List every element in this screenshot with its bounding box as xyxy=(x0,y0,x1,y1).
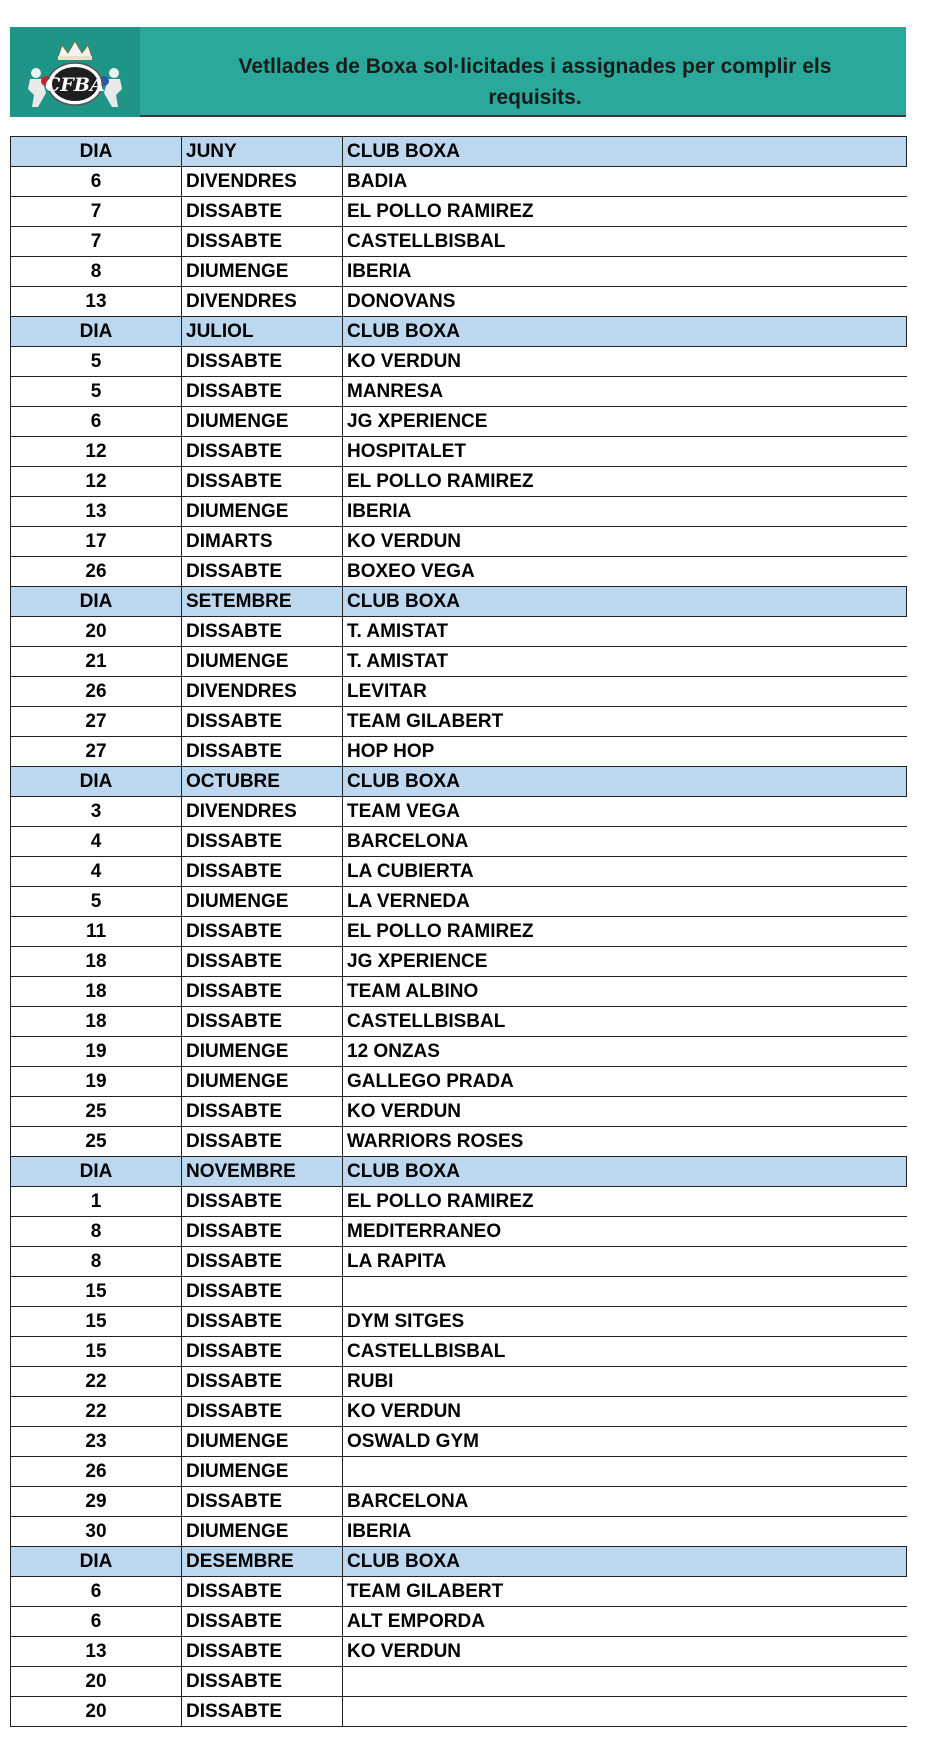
header-day-cell: DIA xyxy=(11,317,182,347)
club-cell: BADIA xyxy=(343,167,907,197)
cfba-logo xyxy=(10,27,140,117)
club-cell: JG XPERIENCE xyxy=(343,947,907,977)
club-cell xyxy=(343,1457,907,1487)
table-row xyxy=(11,1007,907,1037)
weekday-cell: DIVENDRES xyxy=(182,677,343,707)
header-month-cell: DESEMBRE xyxy=(182,1547,343,1577)
day-cell: 12 xyxy=(11,467,182,497)
weekday-cell: DISSABTE xyxy=(182,977,343,1007)
club-cell: KO VERDUN xyxy=(343,1397,907,1427)
club-cell: DONOVANS xyxy=(343,287,907,317)
table-row xyxy=(11,1247,907,1277)
table-row xyxy=(11,677,907,707)
club-cell: HOP HOP xyxy=(343,737,907,767)
weekday-cell: DISSABTE xyxy=(182,917,343,947)
club-cell: LEVITAR xyxy=(343,677,907,707)
club-cell: TEAM GILABERT xyxy=(343,707,907,737)
table-row xyxy=(11,1577,907,1607)
club-cell: CASTELLBISBAL xyxy=(343,1007,907,1037)
table-row xyxy=(11,407,907,437)
day-cell: 18 xyxy=(11,977,182,1007)
club-cell: DYM SITGES xyxy=(343,1307,907,1337)
day-cell: 15 xyxy=(11,1277,182,1307)
weekday-cell: DIUMENGE xyxy=(182,257,343,287)
header-club-cell: CLUB BOXA xyxy=(343,767,907,797)
club-cell: IBERIA xyxy=(343,257,907,287)
weekday-cell: DISSABTE xyxy=(182,1637,343,1667)
club-cell: LA RAPITA xyxy=(343,1247,907,1277)
table-row xyxy=(11,1427,907,1457)
page-title-line-2: requisits. xyxy=(488,86,582,109)
table-row xyxy=(11,527,907,557)
club-cell: KO VERDUN xyxy=(343,1637,907,1667)
table-row xyxy=(11,1307,907,1337)
club-cell: OSWALD GYM xyxy=(343,1427,907,1457)
weekday-cell: DIUMENGE xyxy=(182,1037,343,1067)
club-cell: EL POLLO RAMIREZ xyxy=(343,1187,907,1217)
weekday-cell: DISSABTE xyxy=(182,557,343,587)
month-header-row xyxy=(11,137,907,167)
table-row xyxy=(11,1067,907,1097)
club-cell: GALLEGO PRADA xyxy=(343,1067,907,1097)
club-cell: BARCELONA xyxy=(343,827,907,857)
weekday-cell: DISSABTE xyxy=(182,617,343,647)
table-row xyxy=(11,887,907,917)
weekday-cell: DISSABTE xyxy=(182,1607,343,1637)
weekday-cell: DIMARTS xyxy=(182,527,343,557)
day-cell: 22 xyxy=(11,1397,182,1427)
day-cell: 15 xyxy=(11,1337,182,1367)
table-row xyxy=(11,437,907,467)
club-cell: KO VERDUN xyxy=(343,1097,907,1127)
club-cell: EL POLLO RAMIREZ xyxy=(343,467,907,497)
weekday-cell: DISSABTE xyxy=(182,737,343,767)
day-cell: 19 xyxy=(11,1067,182,1097)
month-header-row xyxy=(11,317,907,347)
day-cell: 5 xyxy=(11,887,182,917)
club-cell: EL POLLO RAMIREZ xyxy=(343,197,907,227)
club-cell: TEAM VEGA xyxy=(343,797,907,827)
weekday-cell: DIUMENGE xyxy=(182,1517,343,1547)
weekday-cell: DISSABTE xyxy=(182,1217,343,1247)
day-cell: 29 xyxy=(11,1487,182,1517)
club-cell: ALT EMPORDA xyxy=(343,1607,907,1637)
boxing-federation-emblem-icon xyxy=(10,27,140,117)
day-cell: 25 xyxy=(11,1127,182,1157)
weekday-cell: DIUMENGE xyxy=(182,497,343,527)
header-day-cell: DIA xyxy=(11,137,182,167)
table-row xyxy=(11,1127,907,1157)
club-cell: BARCELONA xyxy=(343,1487,907,1517)
weekday-cell: DISSABTE xyxy=(182,1097,343,1127)
header-day-cell: DIA xyxy=(11,1157,182,1187)
club-cell xyxy=(343,1277,907,1307)
club-cell: LA CUBIERTA xyxy=(343,857,907,887)
club-cell: EL POLLO RAMIREZ xyxy=(343,917,907,947)
table-row xyxy=(11,467,907,497)
table-row xyxy=(11,977,907,1007)
weekday-cell: DISSABTE xyxy=(182,1397,343,1427)
weekday-cell: DISSABTE xyxy=(182,947,343,977)
club-cell: T. AMISTAT xyxy=(343,617,907,647)
club-cell: HOSPITALET xyxy=(343,437,907,467)
club-cell: KO VERDUN xyxy=(343,347,907,377)
table-row xyxy=(11,1487,907,1517)
club-cell: TEAM GILABERT xyxy=(343,1577,907,1607)
day-cell: 26 xyxy=(11,557,182,587)
header-month-cell: JULIOL xyxy=(182,317,343,347)
club-cell: IBERIA xyxy=(343,1517,907,1547)
day-cell: 4 xyxy=(11,827,182,857)
day-cell: 7 xyxy=(11,197,182,227)
table-row xyxy=(11,947,907,977)
table-row xyxy=(11,1457,907,1487)
table-row xyxy=(11,197,907,227)
table-row xyxy=(11,1337,907,1367)
weekday-cell: DIVENDRES xyxy=(182,287,343,317)
club-cell: RUBI xyxy=(343,1367,907,1397)
day-cell: 5 xyxy=(11,377,182,407)
day-cell: 18 xyxy=(11,947,182,977)
table-row xyxy=(11,707,907,737)
table-row xyxy=(11,1037,907,1067)
club-cell: MEDITERRANEO xyxy=(343,1217,907,1247)
club-cell: JG XPERIENCE xyxy=(343,407,907,437)
table-row xyxy=(11,737,907,767)
table-row xyxy=(11,1367,907,1397)
table-row xyxy=(11,1517,907,1547)
day-cell: 19 xyxy=(11,1037,182,1067)
weekday-cell: DISSABTE xyxy=(182,227,343,257)
day-cell: 26 xyxy=(11,677,182,707)
day-cell: 1 xyxy=(11,1187,182,1217)
table-row xyxy=(11,617,907,647)
club-cell: BOXEO VEGA xyxy=(343,557,907,587)
header-club-cell: CLUB BOXA xyxy=(343,1547,907,1577)
weekday-cell: DISSABTE xyxy=(182,1187,343,1217)
weekday-cell: DISSABTE xyxy=(182,1697,343,1727)
weekday-cell: DISSABTE xyxy=(182,1007,343,1037)
table-row xyxy=(11,1697,907,1727)
club-cell: T. AMISTAT xyxy=(343,647,907,677)
month-header-row xyxy=(11,587,907,617)
day-cell: 30 xyxy=(11,1517,182,1547)
club-cell: TEAM ALBINO xyxy=(343,977,907,1007)
table-row xyxy=(11,1217,907,1247)
header-club-cell: CLUB BOXA xyxy=(343,137,907,167)
header-day-cell: DIA xyxy=(11,767,182,797)
weekday-cell: DIUMENGE xyxy=(182,887,343,917)
weekday-cell: DIUMENGE xyxy=(182,407,343,437)
table-row xyxy=(11,167,907,197)
weekday-cell: DISSABTE xyxy=(182,467,343,497)
weekday-cell: DISSABTE xyxy=(182,1247,343,1277)
club-cell: CASTELLBISBAL xyxy=(343,227,907,257)
day-cell: 8 xyxy=(11,257,182,287)
weekday-cell: DISSABTE xyxy=(182,857,343,887)
club-cell: 12 ONZAS xyxy=(343,1037,907,1067)
table-row xyxy=(11,287,907,317)
table-row xyxy=(11,227,907,257)
weekday-cell: DISSABTE xyxy=(182,1577,343,1607)
day-cell: 13 xyxy=(11,1637,182,1667)
table-row xyxy=(11,647,907,677)
table-row xyxy=(11,347,907,377)
day-cell: 13 xyxy=(11,497,182,527)
header-club-cell: CLUB BOXA xyxy=(343,1157,907,1187)
day-cell: 27 xyxy=(11,737,182,767)
weekday-cell: DISSABTE xyxy=(182,377,343,407)
day-cell: 15 xyxy=(11,1307,182,1337)
page-title xyxy=(195,51,875,113)
weekday-cell: DIUMENGE xyxy=(182,1457,343,1487)
table-row xyxy=(11,497,907,527)
table-row xyxy=(11,1607,907,1637)
weekday-cell: DISSABTE xyxy=(182,197,343,227)
table-row xyxy=(11,257,907,287)
day-cell: 25 xyxy=(11,1097,182,1127)
header-club-cell: CLUB BOXA xyxy=(343,587,907,617)
month-header-row xyxy=(11,1157,907,1187)
day-cell: 4 xyxy=(11,857,182,887)
weekday-cell: DISSABTE xyxy=(182,1337,343,1367)
club-cell xyxy=(343,1667,907,1697)
weekday-cell: DIUMENGE xyxy=(182,1067,343,1097)
bouts-schedule-table xyxy=(10,136,907,1727)
day-cell: 6 xyxy=(11,407,182,437)
table-row xyxy=(11,557,907,587)
day-cell: 11 xyxy=(11,917,182,947)
day-cell: 20 xyxy=(11,1697,182,1727)
table-row xyxy=(11,917,907,947)
day-cell: 22 xyxy=(11,1367,182,1397)
table-row xyxy=(11,1667,907,1697)
table-row xyxy=(11,1187,907,1217)
table-row xyxy=(11,1277,907,1307)
day-cell: 18 xyxy=(11,1007,182,1037)
weekday-cell: DIUMENGE xyxy=(182,647,343,677)
month-header-row xyxy=(11,767,907,797)
weekday-cell: DIUMENGE xyxy=(182,1427,343,1457)
weekday-cell: DISSABTE xyxy=(182,1277,343,1307)
day-cell: 26 xyxy=(11,1457,182,1487)
day-cell: 17 xyxy=(11,527,182,557)
page-title-line-1: Vetllades de Boxa sol·licitades i assignades per complir els xyxy=(238,55,832,78)
logo-text: CFBA xyxy=(45,74,105,96)
weekday-cell: DISSABTE xyxy=(182,707,343,737)
club-cell: KO VERDUN xyxy=(343,527,907,557)
club-cell: IBERIA xyxy=(343,497,907,527)
header-month-cell: SETEMBRE xyxy=(182,587,343,617)
day-cell: 27 xyxy=(11,707,182,737)
weekday-cell: DISSABTE xyxy=(182,1487,343,1517)
table-row xyxy=(11,377,907,407)
club-cell xyxy=(343,1697,907,1727)
day-cell: 12 xyxy=(11,437,182,467)
header-club-cell: CLUB BOXA xyxy=(343,317,907,347)
table-row xyxy=(11,797,907,827)
club-cell: MANRESA xyxy=(343,377,907,407)
club-cell: CASTELLBISBAL xyxy=(343,1337,907,1367)
day-cell: 6 xyxy=(11,1607,182,1637)
day-cell: 8 xyxy=(11,1247,182,1277)
table-row xyxy=(11,857,907,887)
day-cell: 5 xyxy=(11,347,182,377)
day-cell: 20 xyxy=(11,1667,182,1697)
weekday-cell: DISSABTE xyxy=(182,437,343,467)
header-day-cell: DIA xyxy=(11,1547,182,1577)
weekday-cell: DISSABTE xyxy=(182,347,343,377)
header-month-cell: JUNY xyxy=(182,137,343,167)
day-cell: 6 xyxy=(11,1577,182,1607)
table-row xyxy=(11,1397,907,1427)
header-day-cell: DIA xyxy=(11,587,182,617)
day-cell: 7 xyxy=(11,227,182,257)
weekday-cell: DIVENDRES xyxy=(182,797,343,827)
weekday-cell: DISSABTE xyxy=(182,1667,343,1697)
weekday-cell: DISSABTE xyxy=(182,1307,343,1337)
day-cell: 21 xyxy=(11,647,182,677)
table-row xyxy=(11,1637,907,1667)
day-cell: 8 xyxy=(11,1217,182,1247)
club-cell: WARRIORS ROSES xyxy=(343,1127,907,1157)
day-cell: 13 xyxy=(11,287,182,317)
day-cell: 23 xyxy=(11,1427,182,1457)
club-cell: LA VERNEDA xyxy=(343,887,907,917)
weekday-cell: DIVENDRES xyxy=(182,167,343,197)
weekday-cell: DISSABTE xyxy=(182,1367,343,1397)
header-month-cell: OCTUBRE xyxy=(182,767,343,797)
weekday-cell: DISSABTE xyxy=(182,1127,343,1157)
header-month-cell: NOVEMBRE xyxy=(182,1157,343,1187)
weekday-cell: DISSABTE xyxy=(182,827,343,857)
day-cell: 6 xyxy=(11,167,182,197)
table-row xyxy=(11,827,907,857)
day-cell: 3 xyxy=(11,797,182,827)
month-header-row xyxy=(11,1547,907,1577)
day-cell: 20 xyxy=(11,617,182,647)
table-row xyxy=(11,1097,907,1127)
